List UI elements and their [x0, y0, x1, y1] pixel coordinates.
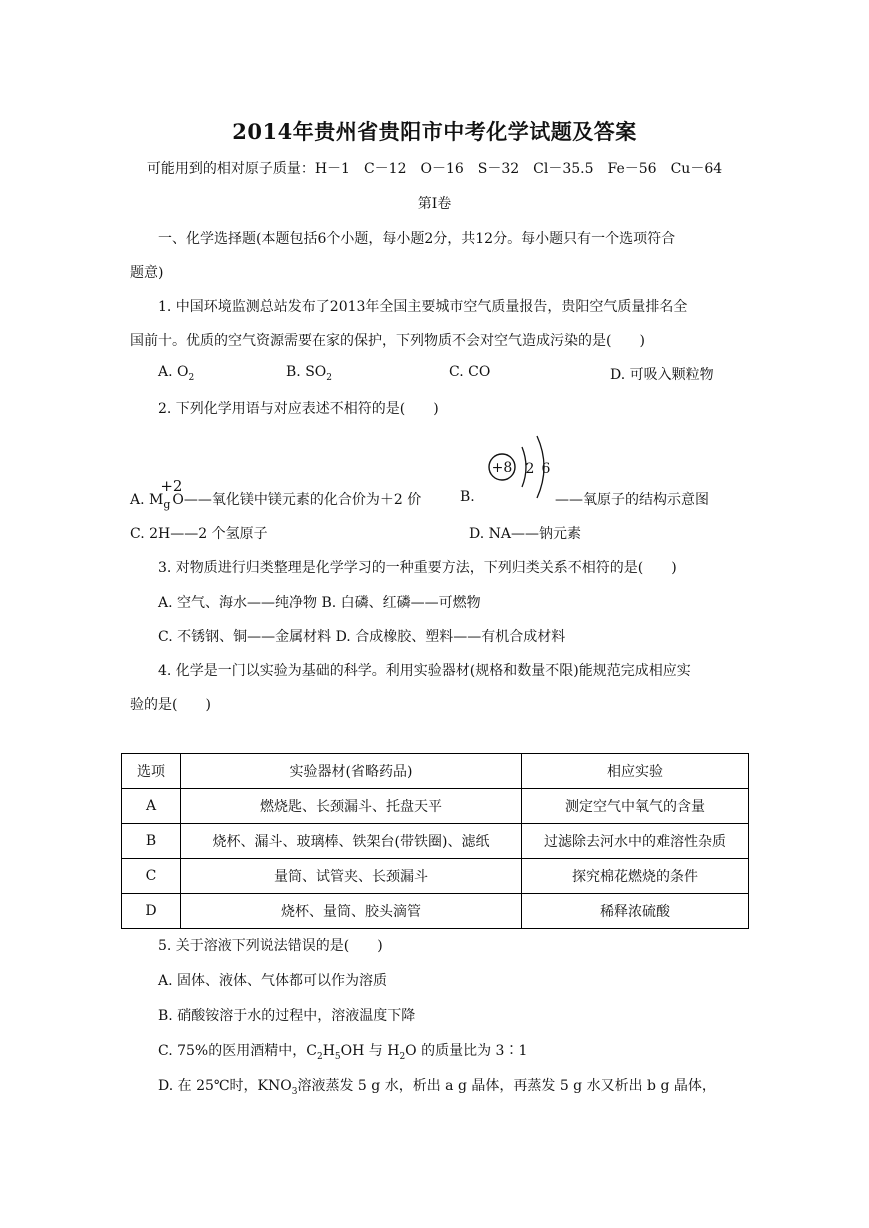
q5-option-d: D. 在 25℃时，$KNO_3$溶液蒸发 5 g 水，析出 a g 晶体，再蒸发 5 g 水又析出 b g 晶体，	[158, 1078, 716, 1097]
q1-option-d: D. 可吸入颗粒物	[610, 367, 714, 383]
table-cell: 过滤除去河水中的难溶性杂质	[522, 824, 749, 859]
shell2-electrons: 6	[541, 461, 551, 477]
q5-option-b: B. 硝酸铵溶于水的过程中，溶液温度下降	[158, 1008, 416, 1024]
table-cell: D	[122, 894, 181, 929]
q4-line2: 验的是( )	[130, 697, 211, 713]
q3-options-ab: A. 空气、海水——纯净物 B. 白磷、红磷——可燃物	[158, 595, 481, 611]
table-header-cell: 相应实验	[522, 754, 749, 789]
table-cell: 稀释浓硫酸	[522, 894, 749, 929]
table-header-cell: 选项	[122, 754, 181, 789]
q2-option-b-text: ——氧原子的结构示意图	[555, 492, 709, 508]
shell1-electrons: 2	[525, 461, 535, 477]
q2-option-b-prefix: B.	[460, 489, 475, 505]
table-cell: 燃烧匙、长颈漏斗、托盘天平	[181, 789, 522, 824]
experiment-table	[121, 753, 749, 929]
table-cell: C	[122, 859, 181, 894]
table-row	[122, 894, 749, 929]
q2-option-d: D. NA——钠元素	[469, 526, 581, 542]
table-cell: 量筒、试管夹、长颈漏斗	[181, 859, 522, 894]
q5-stem: 5. 关于溶液下列说法错误的是( )	[158, 938, 383, 954]
q1-option-a: A. $O_2$	[158, 364, 195, 383]
q2-stem: 2. 下列化学用语与对应表述不相符的是( )	[158, 401, 439, 417]
q1-option-c: C. CO	[449, 364, 491, 380]
table-header-row	[122, 754, 749, 789]
q1-option-b: B. $SO_2$	[286, 364, 332, 383]
table-cell: A	[122, 789, 181, 824]
q3-stem: 3. 对物质进行归类整理是化学学习的一种重要方法，下列归类关系不相符的是( )	[158, 560, 677, 576]
q4-line1: 4. 化学是一门以实验为基础的科学。利用实验器材(规格和数量不限)能规范完成相应实	[158, 663, 691, 679]
valence-mark: +2	[160, 477, 183, 495]
table-cell: 烧杯、量筒、胶头滴管	[181, 894, 522, 929]
table-row	[122, 824, 749, 859]
volume-label: 第Ⅰ卷	[417, 196, 452, 212]
q3-options-cd: C. 不锈钢、铜——金属材料 D. 合成橡胶、塑料——有机合成材料	[158, 629, 566, 645]
table-cell: 探究棉花燃烧的条件	[522, 859, 749, 894]
nucleus-charge: +8	[491, 460, 513, 476]
q2-option-c: C. 2H——2 个氢原子	[130, 526, 268, 542]
table-row	[122, 789, 749, 824]
q2-option-a: A. M +2 $_g$ O——氧化镁中镁元素的化合价为＋2 价	[130, 477, 422, 511]
section-heading-line2: 题意)	[130, 265, 164, 281]
table-row	[122, 859, 749, 894]
table-cell: 测定空气中氧气的含量	[522, 789, 749, 824]
page-title: 2014年贵州省贵阳市中考化学试题及答案	[232, 119, 637, 144]
q1-line1: 1. 中国环境监测总站发布了2013年全国主要城市空气质量报告，贵阳空气质量排名全	[158, 299, 688, 315]
oxygen-atom-diagram	[485, 433, 565, 501]
table-cell: 烧杯、漏斗、玻璃棒、铁架台(带铁圈)、滤纸	[181, 824, 522, 859]
q5-option-a: A. 固体、液体、气体都可以作为溶质	[158, 973, 388, 989]
q5-option-c: C. 75%的医用酒精中，$C_2H_5OH$ 与 $H_2O$ 的质量比为 3∶1	[158, 1043, 528, 1062]
table-cell: B	[122, 824, 181, 859]
table-header-cell: 实验器材(省略药品)	[181, 754, 522, 789]
section-heading-line1: 一、化学选择题(本题包括6个小题，每小题2分，共12分。每小题只有一个选项符合	[158, 231, 676, 247]
q1-line2: 国前十。优质的空气资源需要在家的保护，下列物质不会对空气造成污染的是( )	[130, 333, 645, 349]
atomic-mass-line: 可能用到的相对原子质量：H－1 C－12 O－16 S－32 Cl－35.5 Fe－56 Cu－64	[146, 161, 723, 177]
